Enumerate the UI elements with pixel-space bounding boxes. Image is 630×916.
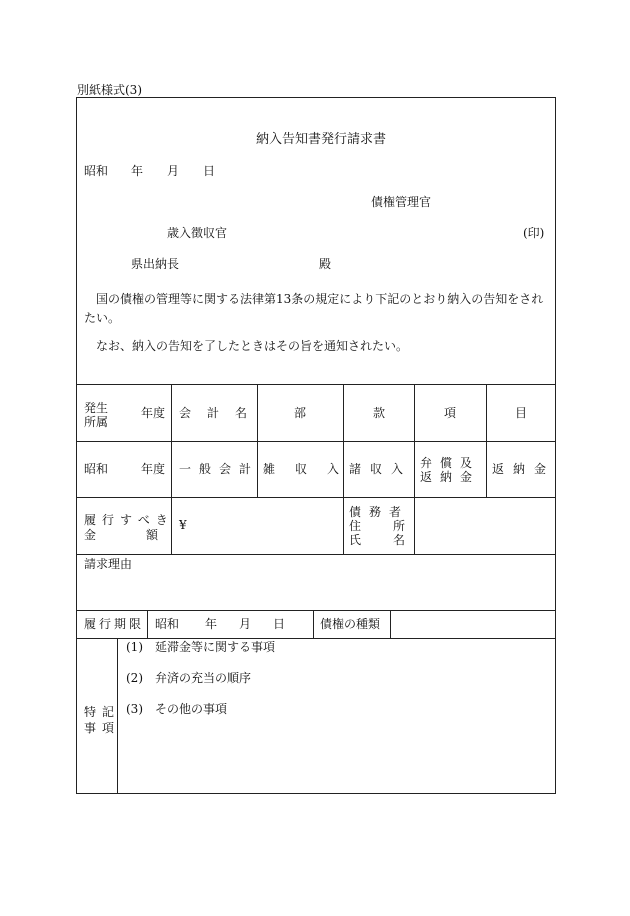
table-top-line — [76, 384, 556, 385]
debtor-label-2: 住所 — [349, 519, 438, 533]
col-line-2 — [257, 384, 258, 497]
deadline-line-2 — [313, 610, 314, 638]
row-sub: 返納金 — [492, 462, 556, 476]
header-affiliation-line-2: 所属 — [84, 415, 109, 429]
date-month: 月 — [167, 164, 180, 178]
claim-type-label: 債権の種類 — [320, 617, 381, 631]
special-item-3-num: (3) — [126, 702, 143, 716]
addressee-honorific: 殿 — [319, 257, 332, 271]
debtor-labels — [349, 505, 437, 547]
row-era: 昭和 — [84, 462, 109, 476]
amount-label-line-1: 履行すべき — [84, 513, 174, 527]
deadline-month: 月 — [239, 617, 252, 631]
form-title: 納入告知書発行請求書 — [256, 132, 387, 147]
deadline-line-3 — [390, 610, 391, 638]
row-item: 諸収入 — [349, 462, 413, 476]
header-fiscal-year: 年度 — [141, 406, 166, 420]
special-label-line-1: 特記 — [84, 705, 121, 719]
header-department: 部 — [294, 406, 307, 420]
debtor-label-3: 氏名 — [349, 533, 438, 547]
body-paragraph-2: なお、納入の告知を了したときはその旨を通知されたい。 — [96, 339, 409, 353]
deadline-line-1 — [147, 610, 148, 638]
deadline-row-line — [76, 638, 556, 639]
account-row-line — [76, 497, 556, 498]
header-clause: 項 — [444, 406, 457, 420]
deadline-day: 日 — [273, 617, 286, 631]
page-label: 別紙様式(3) — [77, 83, 142, 97]
date-era: 昭和 — [84, 164, 109, 178]
col-line-3 — [343, 384, 344, 497]
special-label — [84, 704, 120, 736]
amount-row-line — [76, 554, 556, 555]
seal-mark: (印) — [523, 226, 545, 240]
header-affiliation-line-1: 発生 — [84, 401, 109, 415]
header-row-line — [76, 441, 556, 442]
row-clause-line-2: 返納金 — [420, 470, 481, 484]
col-line-5 — [486, 384, 487, 497]
form-frame — [76, 97, 556, 794]
amount-label-line-2: 金額 — [84, 528, 209, 542]
special-item-3-text: その他の事項 — [155, 702, 228, 716]
header-sub: 目 — [515, 406, 528, 420]
amount-label — [84, 513, 208, 543]
body-paragraph-1: 国の債権の管理等に関する法律第13条の規定により下記のとおり納入の告知をされたい。 — [84, 292, 544, 325]
row-department: 雑収入 — [263, 462, 360, 476]
date-year: 年 — [131, 164, 144, 178]
debtor-label-1: 債務者 — [349, 505, 410, 519]
special-item-1-num: (1) — [126, 640, 143, 654]
special-label-line-2: 事項 — [84, 721, 121, 735]
amount-currency: ¥ — [179, 518, 187, 532]
row-clause — [420, 456, 480, 484]
date-day: 日 — [203, 164, 216, 178]
row-account: 一般会計 — [179, 462, 260, 476]
deadline-year: 年 — [205, 617, 218, 631]
header-item: 款 — [373, 406, 386, 420]
addressee-name: 県出納長 — [131, 257, 180, 271]
header-account-text: 会計名 — [179, 406, 264, 420]
row-fiscal-year: 年度 — [141, 462, 166, 476]
header-account — [179, 406, 264, 420]
reason-label: 請求理由 — [84, 557, 133, 571]
deadline-label: 履行期限 — [84, 617, 145, 631]
row-clause-line-1: 弁償及 — [420, 456, 481, 470]
col-line-amount — [343, 497, 344, 554]
reason-row-line — [76, 610, 556, 611]
special-item-2-num: (2) — [126, 671, 143, 685]
creditor-official: 債権管理官 — [371, 195, 432, 209]
revenue-official: 歳入徴収官 — [167, 226, 228, 240]
special-item-2-text: 弁済の充当の順序 — [155, 671, 252, 685]
header-affiliation — [84, 401, 108, 429]
special-item-1-text: 延滞金等に関する事項 — [155, 640, 276, 654]
deadline-era: 昭和 — [155, 617, 180, 631]
